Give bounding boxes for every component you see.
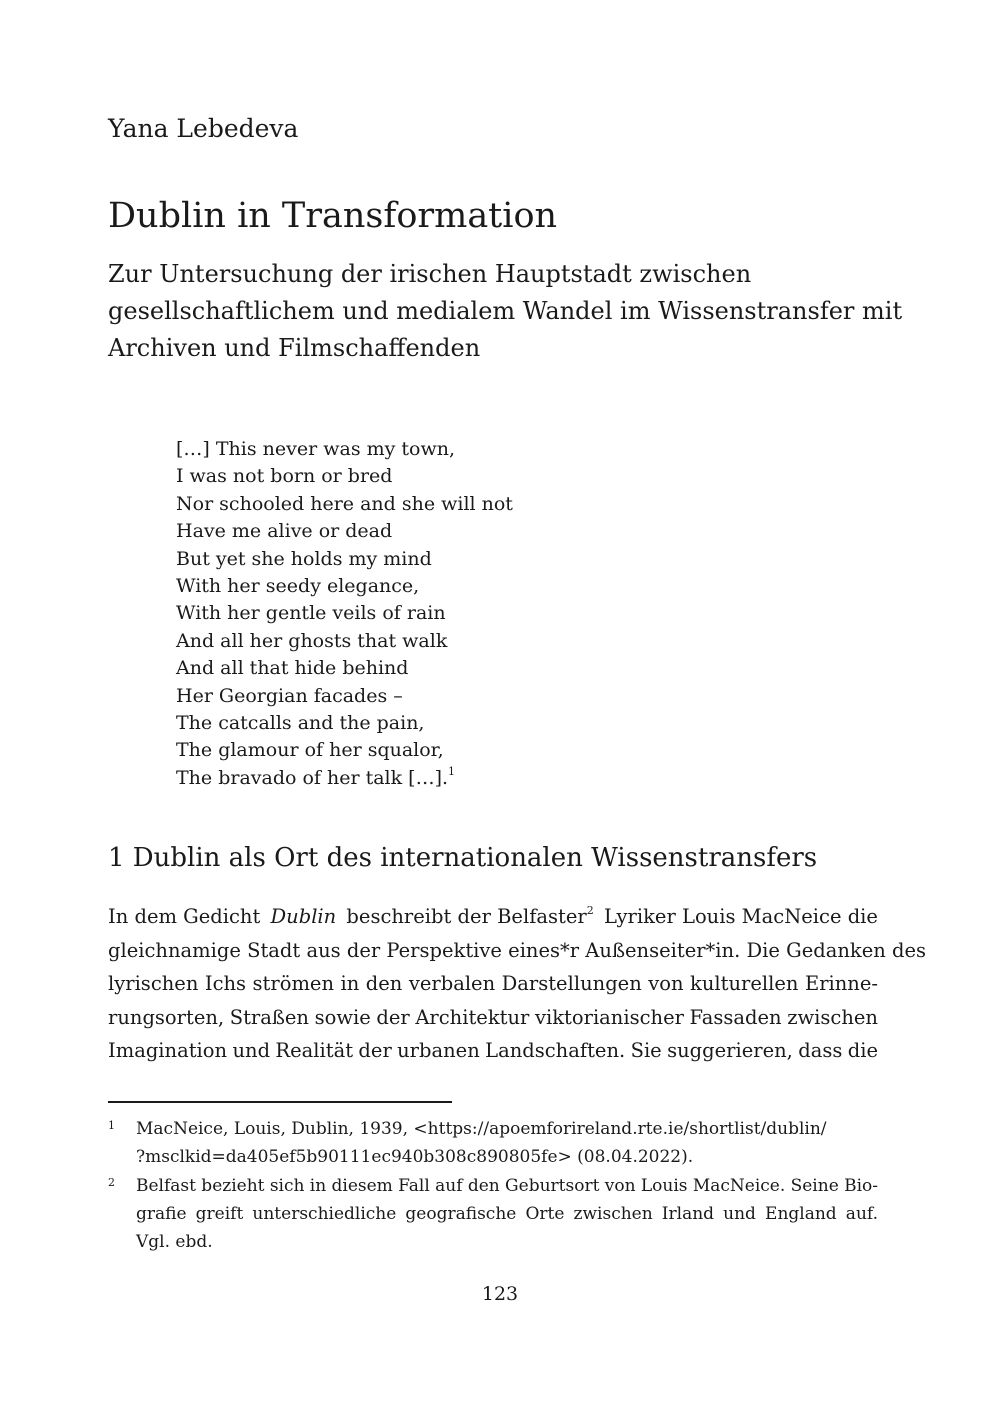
subtitle-line: Zur Untersuchung der irischen Hauptstadt zwischen — [108, 260, 752, 288]
subtitle-line: gesellschaftlichem und medialem Wandel im Wissenstransfer mit — [108, 297, 903, 325]
footnote-divider — [108, 1101, 452, 1103]
footnote-line[interactable]: MacNeice, Louis, Dublin, 1939, <https://apoemforireland.rte.ie/shortlist/dublin/ — [136, 1119, 827, 1139]
body-line — [108, 1034, 878, 1068]
body-text: In dem Gedicht — [108, 905, 261, 928]
chapter-title: Dublin in Transformation — [108, 196, 558, 236]
poem-line: Her Georgian facades – — [176, 684, 403, 707]
body-text: rungsorten, Straßen sowie der Architektur viktorianischer Fassaden zwischen — [108, 1005, 878, 1029]
footnote-number: 1 — [108, 1119, 115, 1132]
footnote-1 — [108, 1115, 878, 1171]
section-heading: 1 Dublin als Ort des internationalen Wissenstransfers — [108, 843, 818, 873]
body-text: gleichnamige Stadt aus der Perspektive eines*r Außenseiter*in. Die Gedanken des — [108, 938, 927, 962]
poem-title-italic: Dublin — [270, 905, 337, 928]
body-text: Lyriker Louis MacNeice die — [603, 905, 878, 928]
poem-line: Nor schooled here and she will not — [176, 492, 513, 515]
poem-line: The bravado of her talk […]. — [176, 766, 449, 789]
footnote-2 — [108, 1172, 878, 1256]
poem-line: I was not born or bred — [176, 465, 393, 488]
page-number: 123 — [481, 1283, 519, 1305]
body-line — [108, 967, 878, 1001]
author-name: Yana Lebedeva — [108, 114, 299, 143]
footnote-line: Belfast bezieht sich in diesem Fall auf den Geburtsort von Louis MacNeice. Seine Bio- — [136, 1176, 878, 1196]
poem-line: […] This never was my town, — [176, 438, 456, 460]
poem-line: Have me alive or dead — [176, 520, 393, 543]
poem-line: With her seedy elegance, — [176, 575, 420, 598]
poem-line-last — [176, 765, 513, 792]
body-line — [108, 934, 927, 968]
poem-line: The glamour of her squalor, — [176, 739, 444, 762]
footnote-line: grafie greift unterschiedliche geografische Orte zwischen Irland und England auf. — [136, 1204, 878, 1224]
chapter-subtitle — [108, 256, 908, 367]
subtitle-line: Archiven und Filmschaffenden — [108, 334, 481, 362]
body-paragraph — [108, 900, 927, 1068]
poem-line: And all her ghosts that walk — [176, 629, 448, 652]
epigraph-poem — [176, 436, 513, 792]
poem-line: And all that hide behind — [176, 657, 409, 680]
poem-line: But yet she holds my mind — [176, 547, 432, 570]
footnote-line: Vgl. ebd. — [136, 1232, 213, 1252]
footnote-line[interactable]: ?msclkid=da405ef5b90111ec940b308c890805fe> (08.04.2022). — [136, 1147, 694, 1167]
body-text: lyrischen Ichs strömen in den verbalen Darstellungen von kulturellen Erinne- — [108, 972, 878, 995]
body-text: beschreibt der Belfaster$^2$ — [346, 904, 594, 928]
poem-line: The catcalls and the pain, — [176, 712, 425, 735]
body-line — [108, 1001, 878, 1035]
poem-line: With her gentle veils of rain — [176, 602, 446, 625]
footnote-number: 2 — [108, 1176, 115, 1189]
footnote-ref[interactable]: 2 — [586, 904, 594, 917]
body-line — [108, 900, 878, 934]
footnote-ref[interactable]: 1 — [448, 764, 456, 778]
body-text: Imagination und Realität der urbanen Landschaften. Sie suggerieren, dass die — [108, 1039, 878, 1062]
